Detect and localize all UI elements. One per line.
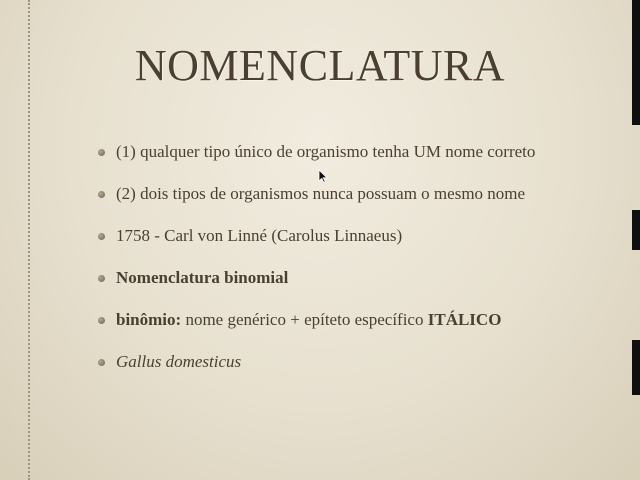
bullet-text: (1) qualquer tipo único de organismo tenha UM nome correto — [116, 142, 536, 161]
bullet-dot-icon — [98, 191, 105, 198]
bullet-item-4 — [98, 266, 568, 290]
bullet-dot-icon — [98, 233, 105, 240]
bullet-bold-suffix: ITÁLICO — [427, 310, 502, 329]
bullet-bold-prefix: binômio: — [116, 310, 182, 329]
bullet-dot-icon — [98, 149, 105, 156]
bullet-text: (2) dois tipos de organismos nunca possuam o mesmo nome — [116, 184, 526, 203]
window-edge — [632, 340, 640, 395]
bullet-text-species: Gallus domesticus — [116, 352, 242, 371]
mouse-pointer-icon — [318, 169, 328, 183]
window-edge — [632, 0, 640, 125]
bullet-item-3 — [98, 224, 568, 248]
slide-title: NOMENCLATURA — [134, 41, 506, 90]
bullet-dot-icon — [98, 275, 105, 282]
bullet-text: 1758 - Carl von Linné (Carolus Linnaeus) — [116, 226, 403, 245]
bullet-item-5 — [98, 308, 568, 332]
bullet-item-1 — [98, 140, 568, 164]
bullet-list — [98, 140, 568, 392]
bullet-item-6 — [98, 350, 568, 374]
bullet-dot-icon — [98, 359, 105, 366]
bullet-dot-icon — [98, 317, 105, 324]
bullet-item-2 — [98, 182, 568, 206]
window-edge — [632, 210, 640, 250]
bullet-text: Nomenclatura binomial — [116, 268, 289, 287]
bullet-text: nome genérico + epíteto específico — [181, 310, 428, 329]
